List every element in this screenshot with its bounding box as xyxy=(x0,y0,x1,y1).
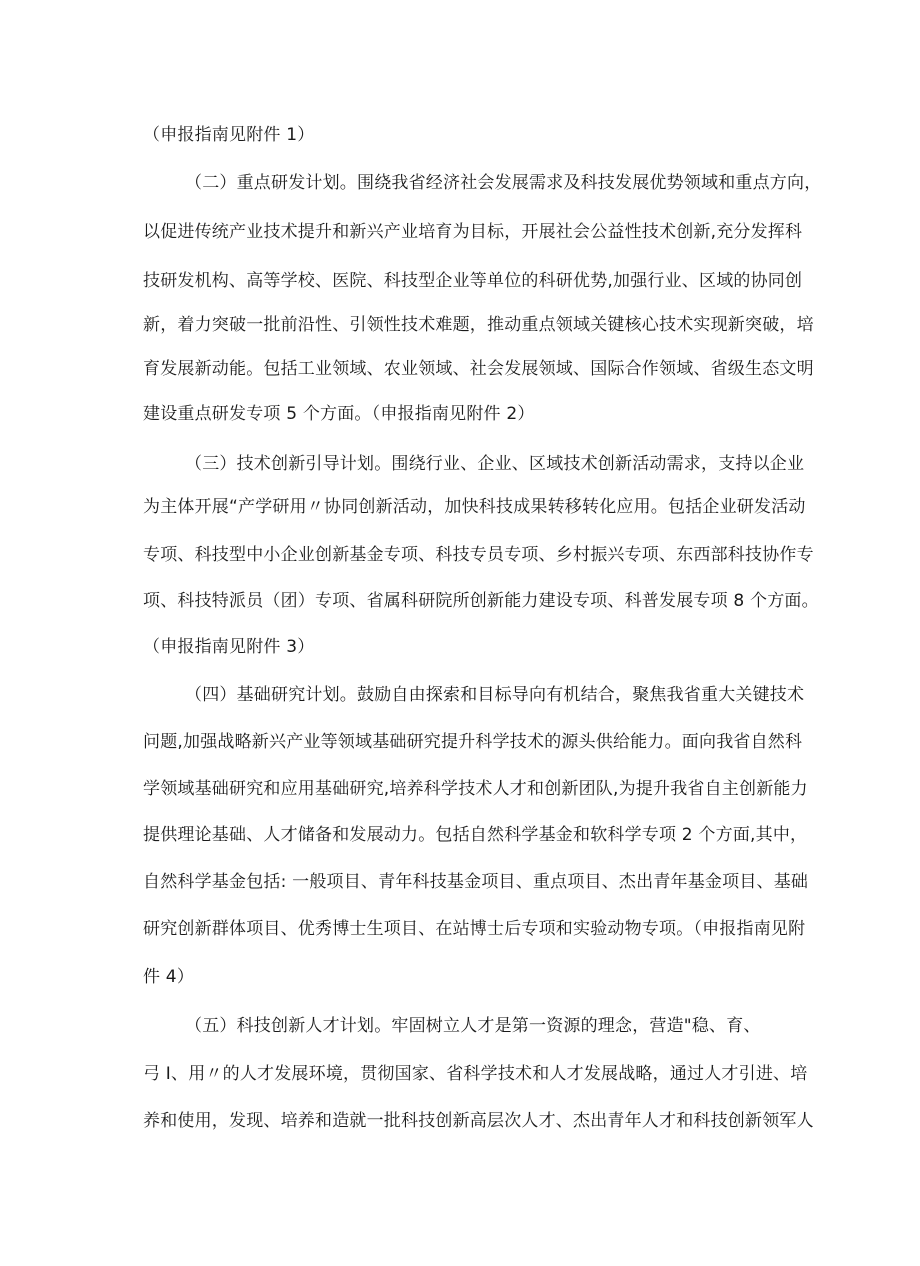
text-line: 技研发机构、高等学校、医院、科技型企业等单位的科研优势,加强行业、区域的协同创 xyxy=(143,271,803,291)
text-line: （五）科技创新人才计划。牢固树立人才是第一资源的理念，营造"稳、育、 xyxy=(185,1016,761,1036)
text-line: （三）技术创新引导计划。围绕行业、企业、区域技术创新活动需求，支持以企业 xyxy=(185,454,805,474)
text-line: 学领域基础研究和应用基础研究,培养科学技术人才和创新团队,为提升我省自主创新能力 xyxy=(143,779,808,799)
text-line: 问题,加强战略新兴产业等领域基础研究提升科学技术的源头供给能力。面向我省自然科 xyxy=(143,732,803,752)
text-line: 专项、科技型中小企业创新基金专项、科技专员专项、乡村振兴专项、东西部科技协作专 xyxy=(143,545,814,565)
text-line: 建设重点研发专项 5 个方面。（申报指南见附件 2） xyxy=(143,404,535,424)
text-line: 育发展新动能。包括工业领域、农业领域、社会发展领域、国际合作领域、省级生态文明 xyxy=(143,359,814,379)
text-line: 养和使用，发现、培养和造就一批科技创新高层次人才、杰出青年人才和科技创新领军人 xyxy=(143,1111,814,1131)
text-line: （申报指南见附件 1） xyxy=(143,125,315,145)
text-line: 项、科技特派员（团）专项、省属科研院所创新能力建设专项、科普发展专项 8 个方面。 xyxy=(143,591,819,611)
text-line: 研究创新群体项目、优秀博士生项目、在站博士后专项和实验动物专项。（申报指南见附 xyxy=(143,919,806,939)
text-line: （申报指南见附件 3） xyxy=(143,637,315,657)
text-line: 自然科学基金包括: 一般项目、青年科技基金项目、重点项目、杰出青年基金项目、基础 xyxy=(143,872,809,892)
text-line: 件 4） xyxy=(143,967,195,987)
text-line: 新，着力突破一批前沿性、引领性技术难题，推动重点领域关键核心技术实现新突破，培 xyxy=(143,315,814,335)
text-line: 为主体开展“产学研用〃协同创新活动，加快科技成果转移转化应用。包括企业研发活动 xyxy=(143,497,806,517)
text-line: （四）基础研究计划。鼓励自由探索和目标导向有机结合，聚焦我省重大关键技术 xyxy=(185,685,805,705)
text-line: 提供理论基础、人才储备和发展动力。包括自然科学基金和软科学专项 2 个方面,其中， xyxy=(143,825,808,845)
text-line: 以促进传统产业技术提升和新兴产业培育为目标，开展社会公益性技术创新,充分发挥科 xyxy=(143,222,803,242)
text-line: （二）重点研发计划。围绕我省经济社会发展需求及科技发展优势领域和重点方向， xyxy=(185,173,822,193)
text-line: 弓 I、用〃的人才发展环境，贯彻国家、省科学技术和人才发展战略，通过人才引进、培 xyxy=(143,1064,808,1084)
